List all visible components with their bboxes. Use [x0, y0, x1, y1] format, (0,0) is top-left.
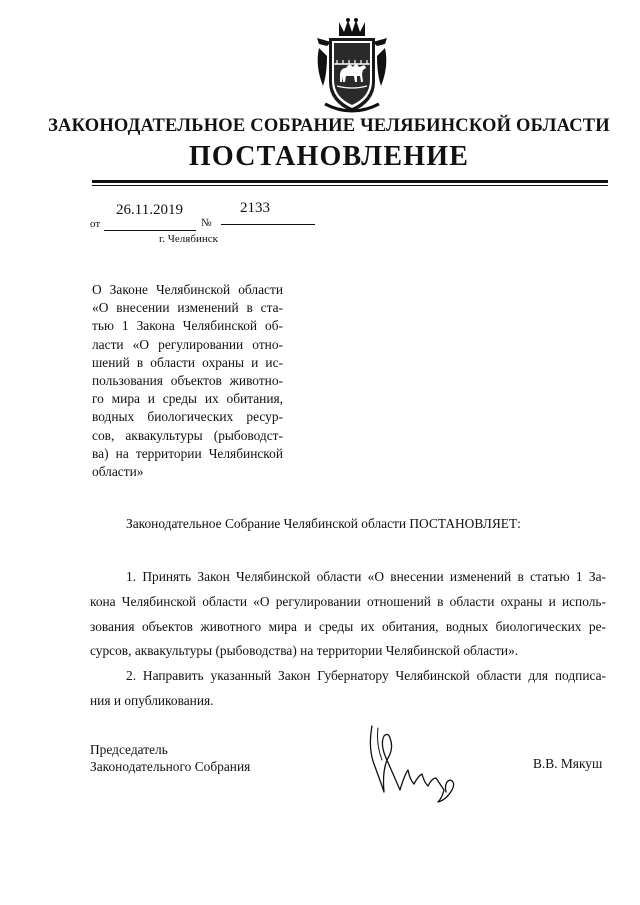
signatory-position-line: Законодательного Собрания: [90, 759, 251, 774]
subject-line: го мира и среды их обитания,: [92, 391, 283, 407]
document-subject: [92, 281, 283, 481]
header-rule-thick: [92, 180, 608, 183]
document-date: 26.11.2019: [116, 202, 183, 218]
document-number: 2133: [240, 200, 270, 216]
document-type-title: ПОСТАНОВЛЕНИЕ: [188, 141, 470, 172]
number-underline: [221, 224, 315, 225]
subject-line: ласти «О регулировании отно-: [92, 336, 283, 352]
resolution-body: [90, 565, 606, 714]
subject-line: области»: [92, 464, 144, 480]
subject-line: шений в области охраны и ис-: [92, 354, 283, 370]
subject-line: тью 1 Закона Челябинской об-: [92, 318, 283, 334]
subject-line: сов, аквакультуры (рыбоводст-: [92, 427, 283, 443]
number-label: №: [201, 217, 212, 229]
body-line: 2. Направить указанный Закон Губернатору Челябинской области для подписа-: [126, 668, 606, 684]
organization-title: ЗАКОНОДАТЕЛЬНОЕ СОБРАНИЕ ЧЕЛЯБИНСКОЙ ОБЛАСТИ: [48, 116, 610, 136]
subject-line: О Законе Челябинской области: [92, 282, 283, 297]
body-line: 1. Принять Закон Челябинской области «О внесении изменений в статью 1 За-: [126, 569, 606, 584]
body-line: зования объектов животного мира и среды их обитания, водных биологических ре-: [90, 618, 606, 634]
preamble: Законодательное Собрание Челябинской области ПОСТАНОВЛЯЕТ:: [126, 516, 521, 531]
signatory-position: [90, 741, 250, 775]
signatory-name: В.В. Мякуш: [533, 756, 603, 771]
date-label: от: [90, 218, 101, 230]
subject-line: пользования объектов животно-: [92, 373, 283, 389]
body-line: кона Челябинской области «О регулировании отношений в области охраны и исполь-: [90, 593, 606, 609]
signatory-position-line: Председатель: [90, 742, 168, 757]
subject-line: ва) на территории Челябинской: [92, 445, 283, 461]
body-line: сурсов, аквакультуры (рыбоводства) на территории Челябинской области».: [90, 643, 519, 659]
coat-of-arms-icon: [313, 16, 391, 116]
city-label: г. Челябинск: [159, 233, 218, 245]
subject-line: «О внесении изменений в ста-: [92, 300, 283, 316]
body-line: ния и опубликования.: [90, 692, 214, 708]
date-underline: [104, 230, 196, 231]
subject-line: водных биологических ресур-: [92, 409, 283, 425]
handwritten-signature-icon: [360, 718, 465, 810]
header-rule-thin: [92, 185, 608, 186]
